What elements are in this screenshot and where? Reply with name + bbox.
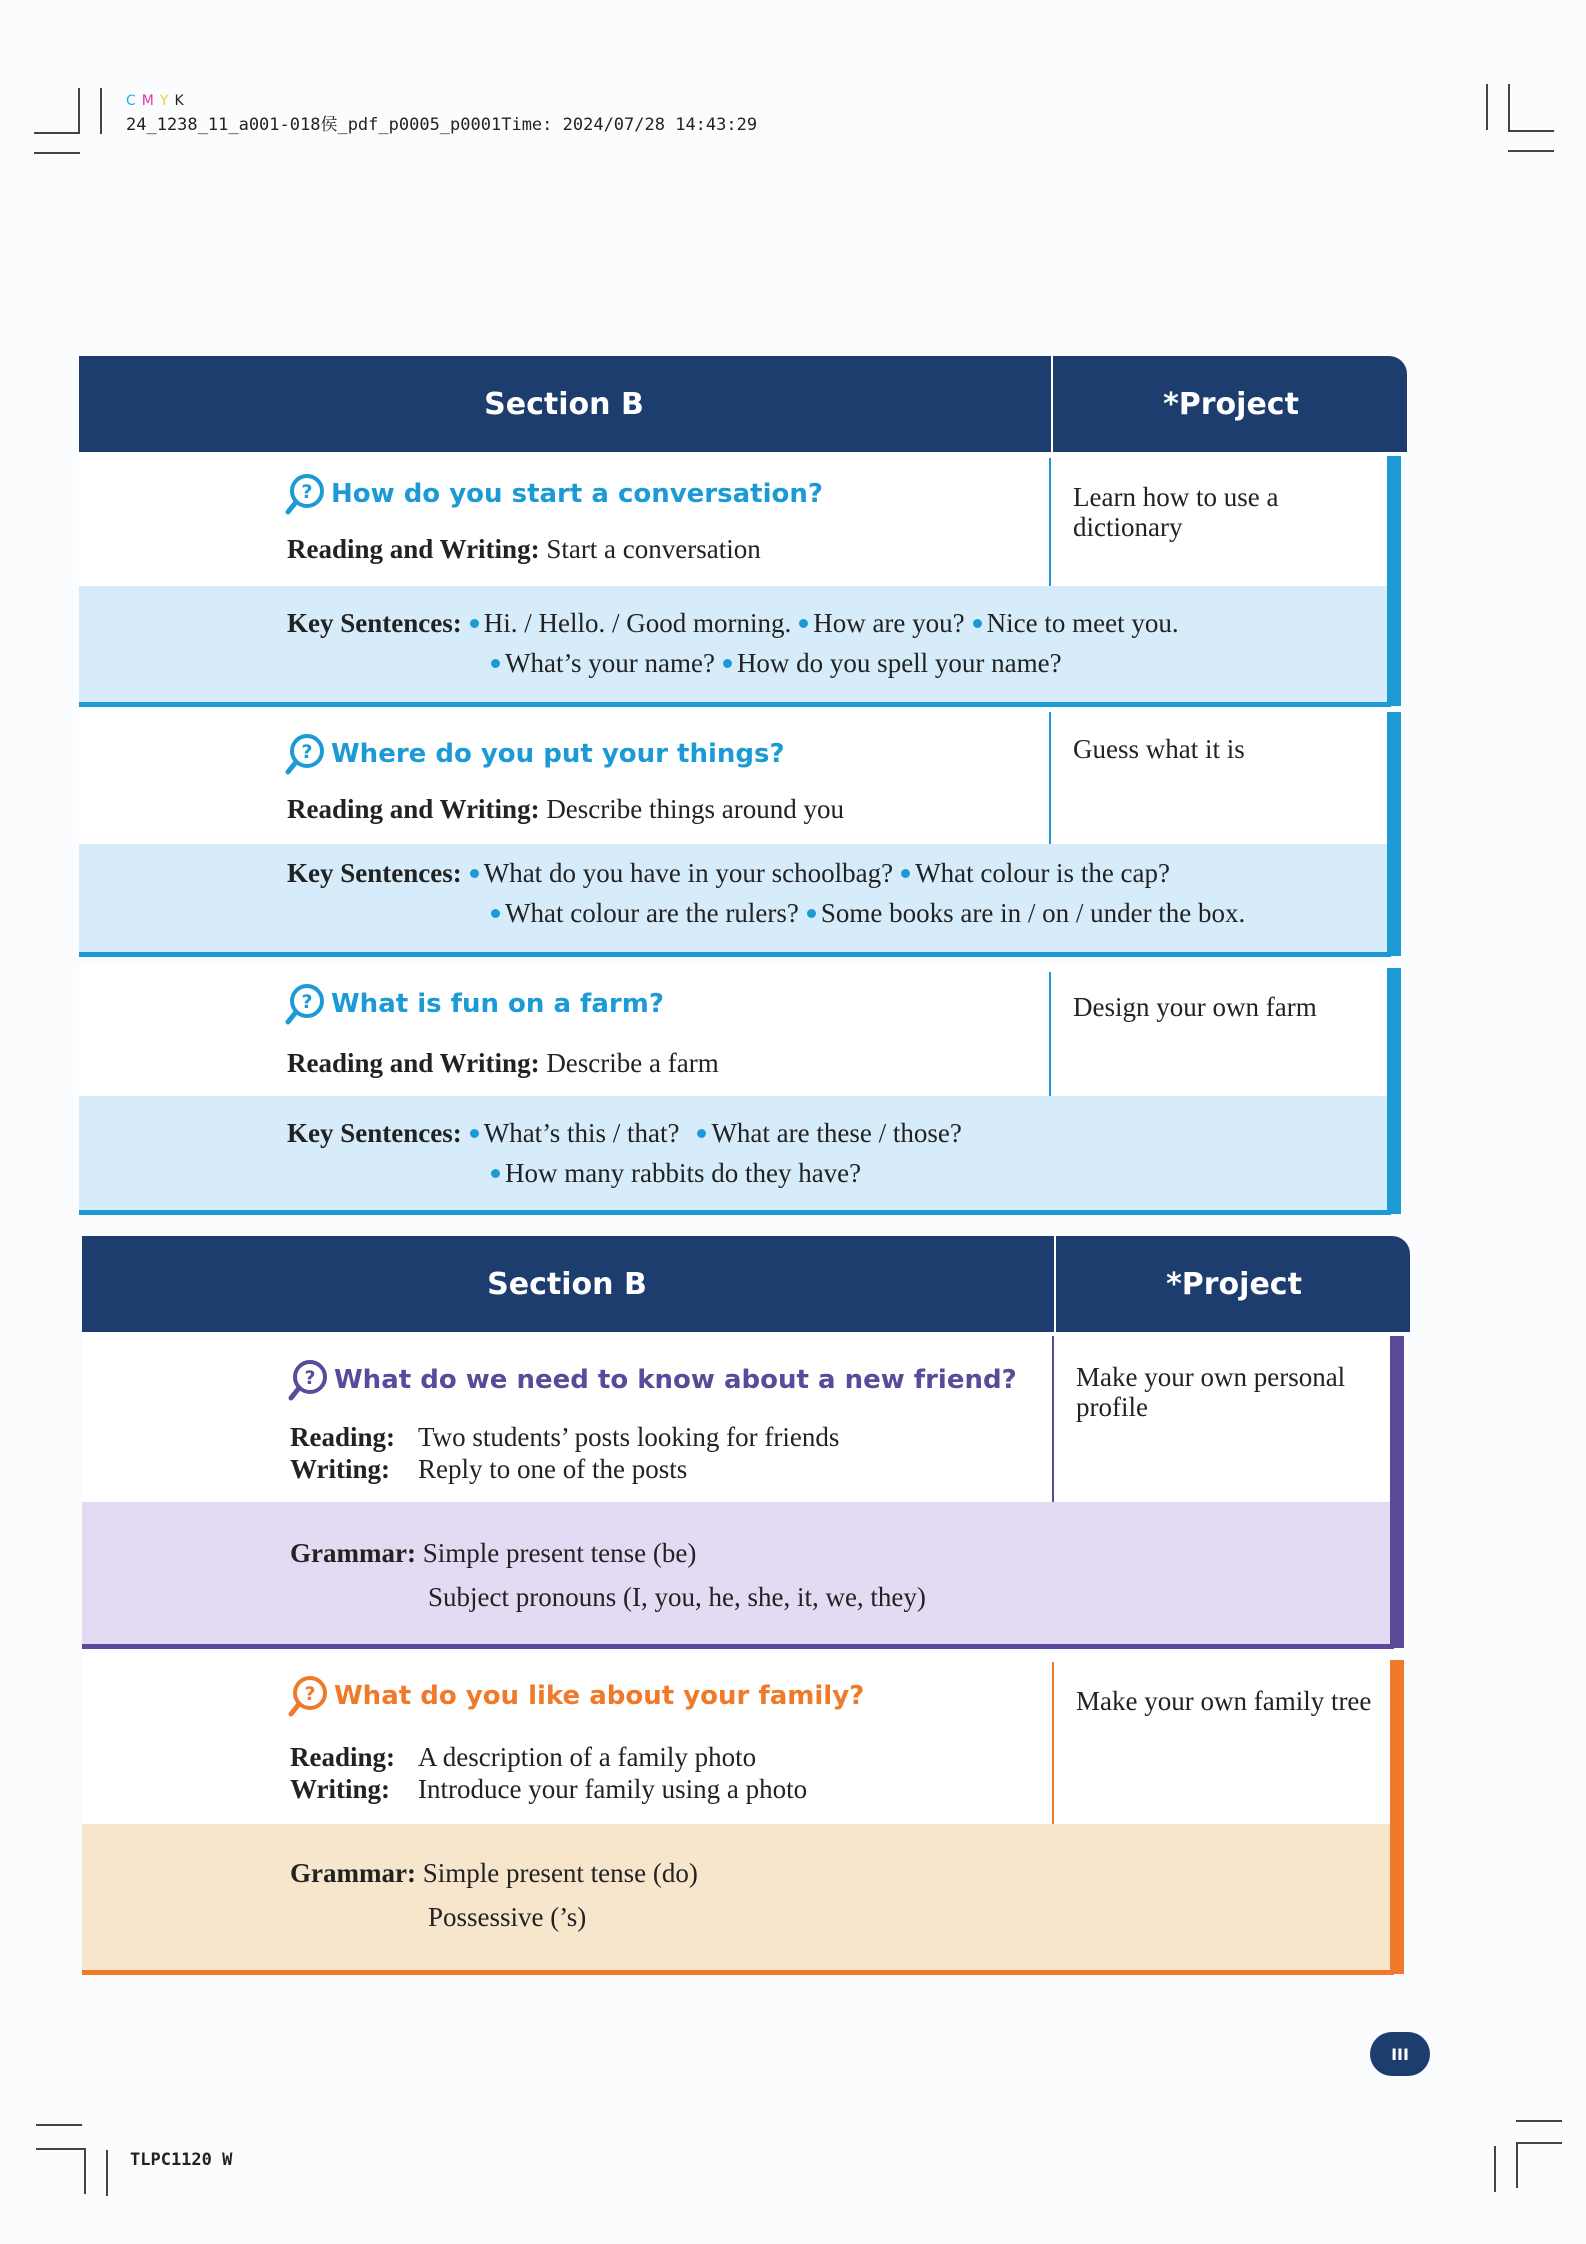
footer-code: TLPC1120 W — [130, 2150, 233, 2170]
header-project: *Project — [1054, 1236, 1412, 1332]
question-magnifier-icon — [288, 1358, 328, 1402]
question-heading: ? How do you start a conversation? — [285, 472, 823, 516]
question-heading: ? Where do you put your things? — [285, 732, 785, 776]
svg-text:?: ? — [304, 1683, 316, 1705]
key-sentences-band — [79, 1096, 1391, 1214]
svg-text:?: ? — [301, 481, 313, 503]
question-magnifier-icon — [285, 982, 325, 1026]
cmyk-label: C M Y K — [126, 93, 184, 109]
project-text: Design your own farm — [1073, 992, 1317, 1022]
svg-text:?: ? — [301, 991, 313, 1013]
grammar-band — [82, 1824, 1394, 1974]
project-text: Learn how to use a dictionary — [1073, 482, 1279, 542]
header-section: Section B — [484, 386, 644, 422]
header-section: Section B — [487, 1266, 647, 1302]
question-magnifier-icon — [285, 732, 325, 776]
table-2: Section B *Project ? What do we need to know about a new friend? Reading: Two students’ posts looking for friends Writing: Reply to one of the posts Make your own personal profile Grammar: Simple present tense (be) Subject pronouns (I, you, he, she, it, we, they) ? What do you like about your family? Reading: A description of a family photo Writing: Introduce your family using a photo Make your own family tree Grammar: Simple present tense (do) Possessive (’s) — [82, 1236, 1410, 1980]
table-1: Section B *Project ? How do you start a conversation? Reading and Writing: Start a conversation Learn how to use a dictionary Key Sentences: Hi. / Hello. / Good morning. How are you? Nice to meet you. What’s your name? How do you spell your name? ? Where do you put your things? Reading and Writing: Describe things around you Guess what it is Key Sentences: What do you have in your schoolbag? What colour is the cap? What colour are the rulers? Some books are in / on / under the box. ? What is fun on a farm? Reading and Writing: Describe a farm Design your own farm Key Sentences: What’s this / that? What are these / those? How many rabbits do they have? — [79, 356, 1407, 1218]
key-sentences-band — [79, 586, 1391, 706]
grammar-band — [82, 1502, 1394, 1648]
question-heading: ? What do we need to know about a new friend? — [288, 1358, 1017, 1402]
svg-text:?: ? — [304, 1367, 316, 1389]
question-magnifier-icon — [285, 472, 325, 516]
table-1-header — [79, 356, 1407, 452]
question-heading: ? What is fun on a farm? — [285, 982, 664, 1026]
page-number: III — [1370, 2032, 1430, 2076]
table-row — [79, 962, 1391, 1096]
svg-text:?: ? — [301, 741, 313, 763]
project-text: Make your own personal profile — [1076, 1362, 1346, 1422]
question-heading: ? What do you like about your family? — [288, 1674, 864, 1718]
header-project: *Project — [1051, 356, 1409, 452]
project-text: Make your own family tree — [1076, 1686, 1372, 1716]
question-magnifier-icon — [288, 1674, 328, 1718]
print-slug: 24_1238_11_a001-018侯_pdf_p0005_p0001Time: 2024/07/28 14:43:29 — [126, 115, 758, 135]
project-text: Guess what it is — [1073, 734, 1245, 764]
table-2-header — [82, 1236, 1410, 1332]
